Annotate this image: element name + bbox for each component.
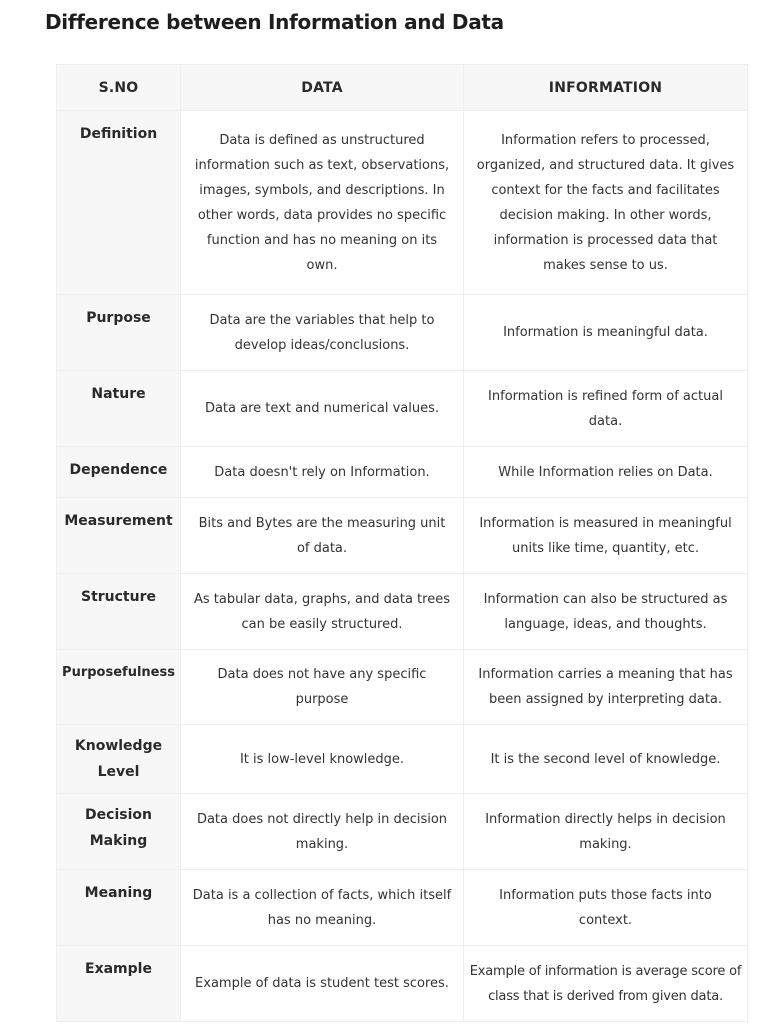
information-cell: Information is meaningful data. bbox=[464, 295, 748, 371]
information-cell: Information is refined form of actual data. bbox=[464, 371, 748, 447]
table-row bbox=[57, 946, 748, 1022]
information-cell: Information directly helps in decision making. bbox=[464, 794, 748, 870]
row-label: Structure bbox=[57, 574, 181, 650]
data-cell: Example of data is student test scores. bbox=[181, 946, 464, 1022]
header-data: DATA bbox=[181, 65, 464, 111]
page-title: Difference between Information and Data bbox=[45, 10, 504, 34]
row-label: Dependence bbox=[57, 447, 181, 498]
table-row bbox=[57, 725, 748, 794]
data-cell: Data is a collection of facts, which itself has no meaning. bbox=[181, 870, 464, 946]
information-cell: It is the second level of knowledge. bbox=[464, 725, 748, 794]
row-label: Meaning bbox=[57, 870, 181, 946]
data-cell: Bits and Bytes are the measuring unit of data. bbox=[181, 498, 464, 574]
information-cell: Information refers to processed, organized, and structured data. It gives context for the facts and facilitates decision making. In other words, information is processed data that makes sense to us. bbox=[464, 111, 748, 295]
table-body bbox=[57, 111, 748, 1022]
table-row bbox=[57, 371, 748, 447]
data-cell: Data doesn't rely on Information. bbox=[181, 447, 464, 498]
table-row bbox=[57, 295, 748, 371]
information-cell: While Information relies on Data. bbox=[464, 447, 748, 498]
comparison-table-wrapper bbox=[56, 64, 747, 1022]
data-cell: Data are text and numerical values. bbox=[181, 371, 464, 447]
comparison-table bbox=[56, 64, 748, 1022]
row-label: Measurement bbox=[57, 498, 181, 574]
row-label: Example bbox=[57, 946, 181, 1022]
table-row bbox=[57, 498, 748, 574]
table-row bbox=[57, 447, 748, 498]
table-header bbox=[57, 65, 748, 111]
header-row bbox=[57, 65, 748, 111]
data-cell: Data does not directly help in decision making. bbox=[181, 794, 464, 870]
data-cell: It is low-level knowledge. bbox=[181, 725, 464, 794]
table-row bbox=[57, 794, 748, 870]
row-label: Purposefulness bbox=[57, 650, 181, 725]
information-cell: Information can also be structured as language, ideas, and thoughts. bbox=[464, 574, 748, 650]
table-row bbox=[57, 574, 748, 650]
row-label: Knowledge Level bbox=[57, 725, 181, 794]
information-cell: Information puts those facts into context. bbox=[464, 870, 748, 946]
information-cell: Information carries a meaning that has been assigned by interpreting data. bbox=[464, 650, 748, 725]
row-label: Nature bbox=[57, 371, 181, 447]
table-row bbox=[57, 111, 748, 295]
row-label: Definition bbox=[57, 111, 181, 295]
table-row bbox=[57, 650, 748, 725]
data-cell: Data does not have any specific purpose bbox=[181, 650, 464, 725]
header-information: INFORMATION bbox=[464, 65, 748, 111]
data-cell: Data is defined as unstructured information such as text, observations, images, symbols, and descriptions. In other words, data provides no specific function and has no meaning on its own. bbox=[181, 111, 464, 295]
row-label: Decision Making bbox=[57, 794, 181, 870]
data-cell: As tabular data, graphs, and data trees can be easily structured. bbox=[181, 574, 464, 650]
data-cell: Data are the variables that help to develop ideas/conclusions. bbox=[181, 295, 464, 371]
information-cell: Information is measured in meaningful units like time, quantity, etc. bbox=[464, 498, 748, 574]
row-label: Purpose bbox=[57, 295, 181, 371]
table-row bbox=[57, 870, 748, 946]
header-sno: S.NO bbox=[57, 65, 181, 111]
information-cell: Example of information is average score of class that is derived from given data. bbox=[464, 946, 748, 1022]
